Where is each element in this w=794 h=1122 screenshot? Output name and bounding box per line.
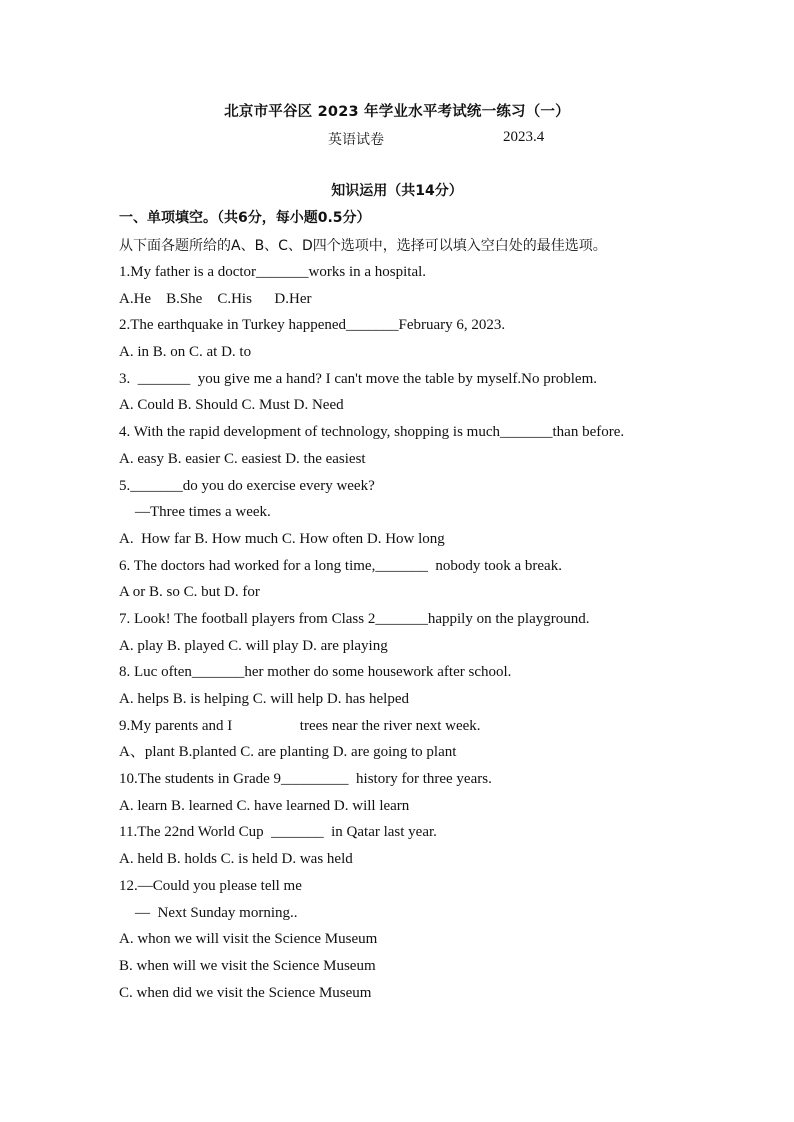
- question-8: 8. Luc often_______her mother do some housework after school.: [119, 664, 512, 681]
- question-5: 5._______do you do exercise every week?: [119, 477, 375, 494]
- section-title: 知识运用（共14分）: [331, 183, 463, 199]
- options-4: A. easy B. easier C. easiest D. the easiest: [119, 450, 366, 467]
- dialogue-5: —Three times a week.: [135, 504, 271, 521]
- options-8: A. helps B. is helping C. will help D. has helped: [119, 691, 409, 707]
- question-list: [119, 259, 759, 1006]
- question-4: 4. With the rapid development of technology, shopping is much_______than before.: [119, 424, 625, 441]
- option-12a: A. whon we will visit the Science Museum: [119, 931, 378, 948]
- option-12c: C. when did we visit the Science Museum: [119, 984, 372, 1001]
- exam-date: 2023.4: [503, 129, 545, 145]
- instruction-text: 从下面各题所给的A、B、C、D四个选项中，选择可以填入空白处的最佳选项。: [119, 238, 607, 254]
- question-3: 3. _______ you give me a hand? I can't move the table by myself.No problem.: [119, 370, 598, 387]
- question-9: 9.My parents and I trees near the river next week.: [119, 717, 481, 734]
- question-11: 11.The 22nd World Cup _______ in Qatar last year.: [119, 824, 437, 841]
- options-11: A. held B. holds C. is held D. was held: [119, 851, 353, 868]
- options-9: A、plant B.planted C. are planting D. are going to plant: [119, 744, 457, 761]
- question-7: 7. Look! The football players from Class 2_______happily on the playground.: [119, 610, 590, 627]
- exam-subtitle: [0, 129, 794, 151]
- options-3: A. Could B. Should C. Must D. Need: [119, 397, 344, 414]
- question-10: 10.The students in Grade 9_________ history for three years.: [119, 771, 492, 788]
- options-2: A. in B. on C. at D. to: [119, 344, 252, 361]
- options-10: A. learn B. learned C. have learned D. will learn: [119, 797, 410, 814]
- dialogue-12: — Next Sunday morning..: [135, 904, 298, 921]
- options-7: A. play B. played C. will play D. are playing: [119, 637, 388, 654]
- option-12b: B. when will we visit the Science Museum: [119, 957, 376, 974]
- question-2: 2.The earthquake in Turkey happened_______February 6, 2023.: [119, 317, 506, 334]
- question-6: 6. The doctors had worked for a long time,_______ nobody took a break.: [119, 557, 562, 574]
- exam-title: 北京市平谷区 2023 年学业水平考试统一练习（一）: [224, 104, 570, 120]
- options-5: A. How far B. How much C. How often D. How long: [119, 530, 445, 547]
- subject-label: 英语试卷: [328, 132, 384, 148]
- question-1: 1.My father is a doctor_______works in a hospital.: [119, 264, 427, 280]
- part-title: 一、单项填空。（共6分，每小题0.5分）: [119, 210, 371, 226]
- options-1: A.He B.She C.His D.Her: [119, 290, 312, 307]
- question-12: 12.—Could you please tell me: [119, 877, 302, 894]
- options-6: A or B. so C. but D. for: [119, 584, 260, 601]
